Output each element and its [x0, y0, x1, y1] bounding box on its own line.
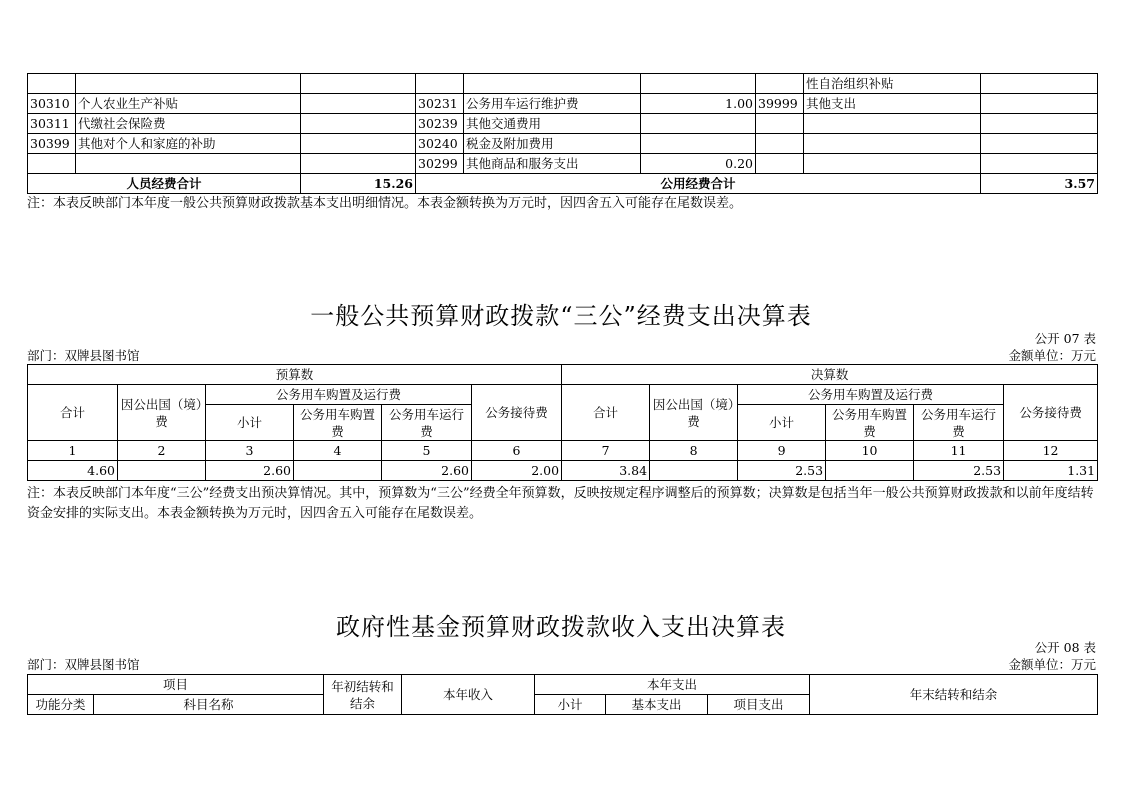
column-number-cell: 8	[650, 441, 738, 461]
public-total-value: 3.57	[981, 174, 1098, 194]
value-cell: 2.60	[382, 461, 472, 481]
table-cell	[416, 74, 464, 94]
table-cell: 30399	[28, 134, 76, 154]
table-cell	[641, 74, 756, 94]
column-number-cell: 3	[206, 441, 294, 461]
final-header: 决算数	[562, 365, 1098, 385]
total-row	[28, 174, 1098, 194]
table-cell: 30239	[416, 114, 464, 134]
final-operation-header: 公务用车运行费	[914, 405, 1004, 441]
table07-title: 一般公共预算财政拨款“三公”经费支出决算表	[310, 302, 812, 330]
table-cell	[756, 114, 804, 134]
table-cell	[981, 134, 1098, 154]
income-header: 本年收入	[402, 675, 535, 715]
table-cell: 其他对个人和家庭的补助	[76, 134, 301, 154]
table-cell	[301, 134, 416, 154]
table-row	[28, 134, 1098, 154]
value-cell: 3.84	[562, 461, 650, 481]
basic-expense-header: 基本支出	[606, 695, 708, 715]
table-cell: 其他商品和服务支出	[464, 154, 641, 174]
table-cell: 其他交通费用	[464, 114, 641, 134]
column-number-cell: 4	[294, 441, 382, 461]
table07-note: 注：本表反映部门本年度“三公”经费支出预决算情况。其中，预算数为“三公”经费全年预算数，反映按规定程序调整后的预算数；决算数是包括当年一般公共预算财政拨款和以前年度结转资金安排的实际支出。本表金额转换为万元时，因四舍五入可能存在尾数误差。	[27, 486, 1094, 521]
public-total-label: 公用经费合计	[416, 174, 981, 194]
table-cell: 公务用车运行维护费	[464, 94, 641, 114]
budget-header: 预算数	[28, 365, 562, 385]
budget-total-header: 合计	[28, 385, 118, 441]
table-cell	[76, 74, 301, 94]
table-cell	[804, 134, 981, 154]
table-cell	[981, 94, 1098, 114]
column-number-cell: 7	[562, 441, 650, 461]
table-cell	[28, 74, 76, 94]
table-cell: 30231	[416, 94, 464, 114]
table-cell: 1.00	[641, 94, 756, 114]
table-cell: 39999	[756, 94, 804, 114]
table07-header-row-1	[28, 365, 1098, 385]
value-cell	[118, 461, 206, 481]
final-purchase-header: 公务用车购置费	[826, 405, 914, 441]
table07-code: 公开 07 表	[1034, 331, 1096, 346]
personnel-total-value: 15.26	[301, 174, 416, 194]
table08-code: 公开 08 表	[1034, 640, 1096, 655]
gov-fund-table	[27, 674, 1098, 715]
value-cell	[294, 461, 382, 481]
column-number-cell: 10	[826, 441, 914, 461]
column-number-cell: 9	[738, 441, 826, 461]
table-cell	[981, 154, 1098, 174]
expense-header: 本年支出	[535, 675, 810, 695]
value-cell: 2.53	[914, 461, 1004, 481]
value-cell: 2.00	[472, 461, 562, 481]
table-cell	[301, 94, 416, 114]
value-cell	[650, 461, 738, 481]
table-cell	[804, 114, 981, 134]
table-row	[28, 74, 1098, 94]
column-number-row	[28, 441, 1098, 461]
table07-header-row-2	[28, 385, 1098, 405]
table08-unit: 金额单位：万元	[1008, 657, 1096, 672]
final-vehicle-header: 公务用车购置及运行费	[738, 385, 1004, 405]
table07-department: 部门：双牌县图书馆	[27, 348, 140, 363]
table-cell: 个人农业生产补贴	[76, 94, 301, 114]
project-expense-header: 项目支出	[708, 695, 810, 715]
table-cell	[756, 134, 804, 154]
budget-abroad-header: 因公出国（境）费	[118, 385, 206, 441]
final-subtotal-header: 小计	[738, 405, 826, 441]
column-number-cell: 6	[472, 441, 562, 461]
function-class-header: 功能分类	[28, 695, 94, 715]
table08-header-row-1	[28, 675, 1098, 695]
table07-unit: 金额单位：万元	[1008, 348, 1096, 363]
table-cell	[28, 154, 76, 174]
table-cell: 税金及附加费用	[464, 134, 641, 154]
column-number-cell: 2	[118, 441, 206, 461]
item-header: 项目	[28, 675, 324, 695]
table-cell: 性自治组织补贴	[804, 74, 981, 94]
budget-reception-header: 公务接待费	[472, 385, 562, 441]
table-cell	[76, 154, 301, 174]
table-cell	[641, 114, 756, 134]
top-table-note: 注：本表反映部门本年度一般公共预算财政拨款基本支出明细情况。本表金额转换为万元时，因四舍五入可能存在尾数误差。	[27, 196, 743, 211]
final-reception-header: 公务接待费	[1004, 385, 1098, 441]
table-cell: 30299	[416, 154, 464, 174]
table-row	[28, 94, 1098, 114]
column-number-cell: 1	[28, 441, 118, 461]
table-cell: 30240	[416, 134, 464, 154]
table-cell	[464, 74, 641, 94]
table-cell: 30310	[28, 94, 76, 114]
table-cell	[756, 154, 804, 174]
table-cell	[301, 74, 416, 94]
value-row	[28, 461, 1098, 481]
value-cell: 4.60	[28, 461, 118, 481]
value-cell: 1.31	[1004, 461, 1098, 481]
table-row	[28, 154, 1098, 174]
three-public-expense-table	[27, 364, 1098, 481]
table-cell	[301, 154, 416, 174]
expense-subtotal-header: 小计	[535, 695, 606, 715]
basic-expense-detail-table	[27, 73, 1098, 194]
value-cell	[826, 461, 914, 481]
budget-vehicle-header: 公务用车购置及运行费	[206, 385, 472, 405]
subject-name-header: 科目名称	[94, 695, 324, 715]
table-cell: 30311	[28, 114, 76, 134]
column-number-cell: 11	[914, 441, 1004, 461]
table08-department: 部门：双牌县图书馆	[27, 657, 140, 672]
budget-purchase-header: 公务用车购置费	[294, 405, 382, 441]
table08-title: 政府性基金预算财政拨款收入支出决算表	[336, 613, 786, 641]
budget-subtotal-header: 小计	[206, 405, 294, 441]
table-cell	[756, 74, 804, 94]
final-abroad-header: 因公出国（境）费	[650, 385, 738, 441]
table-cell: 0.20	[641, 154, 756, 174]
table-cell	[981, 114, 1098, 134]
begin-balance-header: 年初结转和结余	[324, 675, 402, 715]
table-cell	[804, 154, 981, 174]
table-cell: 代缴社会保险费	[76, 114, 301, 134]
column-number-cell: 12	[1004, 441, 1098, 461]
budget-operation-header: 公务用车运行费	[382, 405, 472, 441]
value-cell: 2.60	[206, 461, 294, 481]
table-row	[28, 114, 1098, 134]
personnel-total-label: 人员经费合计	[28, 174, 301, 194]
final-total-header: 合计	[562, 385, 650, 441]
table-cell	[641, 134, 756, 154]
value-cell: 2.53	[738, 461, 826, 481]
table-cell: 其他支出	[804, 94, 981, 114]
table-cell	[981, 74, 1098, 94]
column-number-cell: 5	[382, 441, 472, 461]
table-cell	[301, 114, 416, 134]
end-balance-header: 年末结转和结余	[810, 675, 1098, 715]
